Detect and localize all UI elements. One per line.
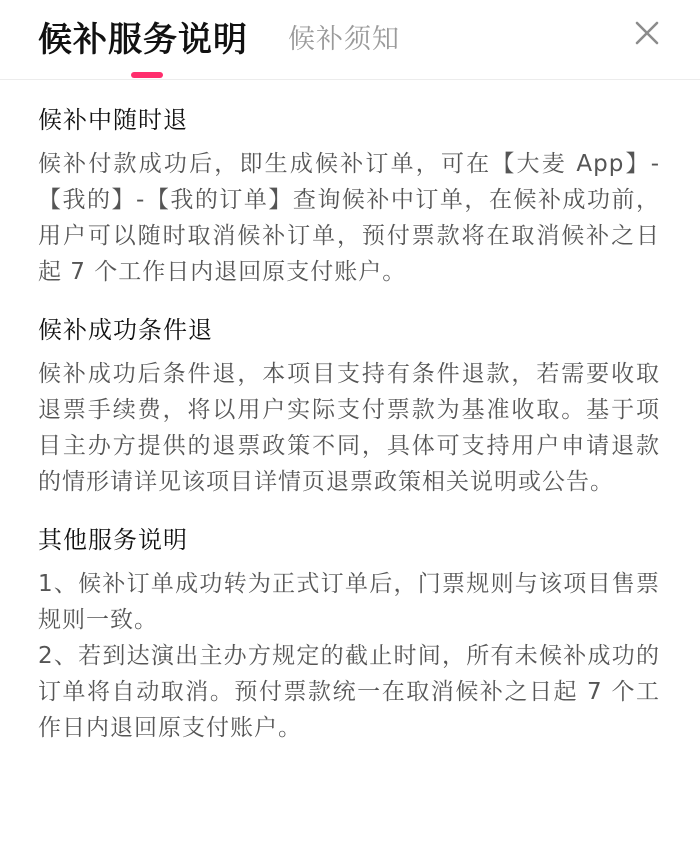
close-button[interactable] [628, 14, 666, 52]
content-area [38, 100, 660, 766]
section-paragraph: 候补付款成功后，即生成候补订单，可在【大麦 App】-【我的】-【我的订单】查询候补中订单，在候补成功前，用户可以随时取消候补订单，预付票款将在取消候补之日起 7 个工作日内退回原支付账户。 [38, 151, 660, 285]
section-paragraph: 1、候补订单成功转为正式订单后，门票规则与该项目售票规则一致。 [38, 571, 660, 633]
section-title: 候补中随时退 [38, 106, 188, 134]
section-conditional-refund [38, 310, 660, 500]
section-other-notes [38, 520, 660, 746]
dialog-header [0, 0, 700, 80]
active-tab-indicator [131, 72, 163, 78]
tab-service-description[interactable]: 候补服务说明 [38, 20, 248, 60]
tab-notice[interactable]: 候补须知 [288, 24, 400, 55]
section-paragraph: 2、若到达演出主办方规定的截止时间，所有未候补成功的订单将自动取消。预付票款统一在取消候补之日起 7 个工作日内退回原支付账户。 [38, 643, 660, 741]
section-refund-anytime [38, 100, 660, 290]
section-title: 其他服务说明 [38, 526, 188, 554]
close-icon [628, 14, 666, 52]
section-title: 候补成功条件退 [38, 316, 213, 344]
section-paragraph: 候补成功后条件退，本项目支持有条件退款，若需要收取退票手续费，将以用户实际支付票款为基准收取。基于项目主办方提供的退票政策不同，具体可支持用户申请退款的情形请详见该项目详情页退票政策相关说明或公告。 [38, 361, 660, 495]
